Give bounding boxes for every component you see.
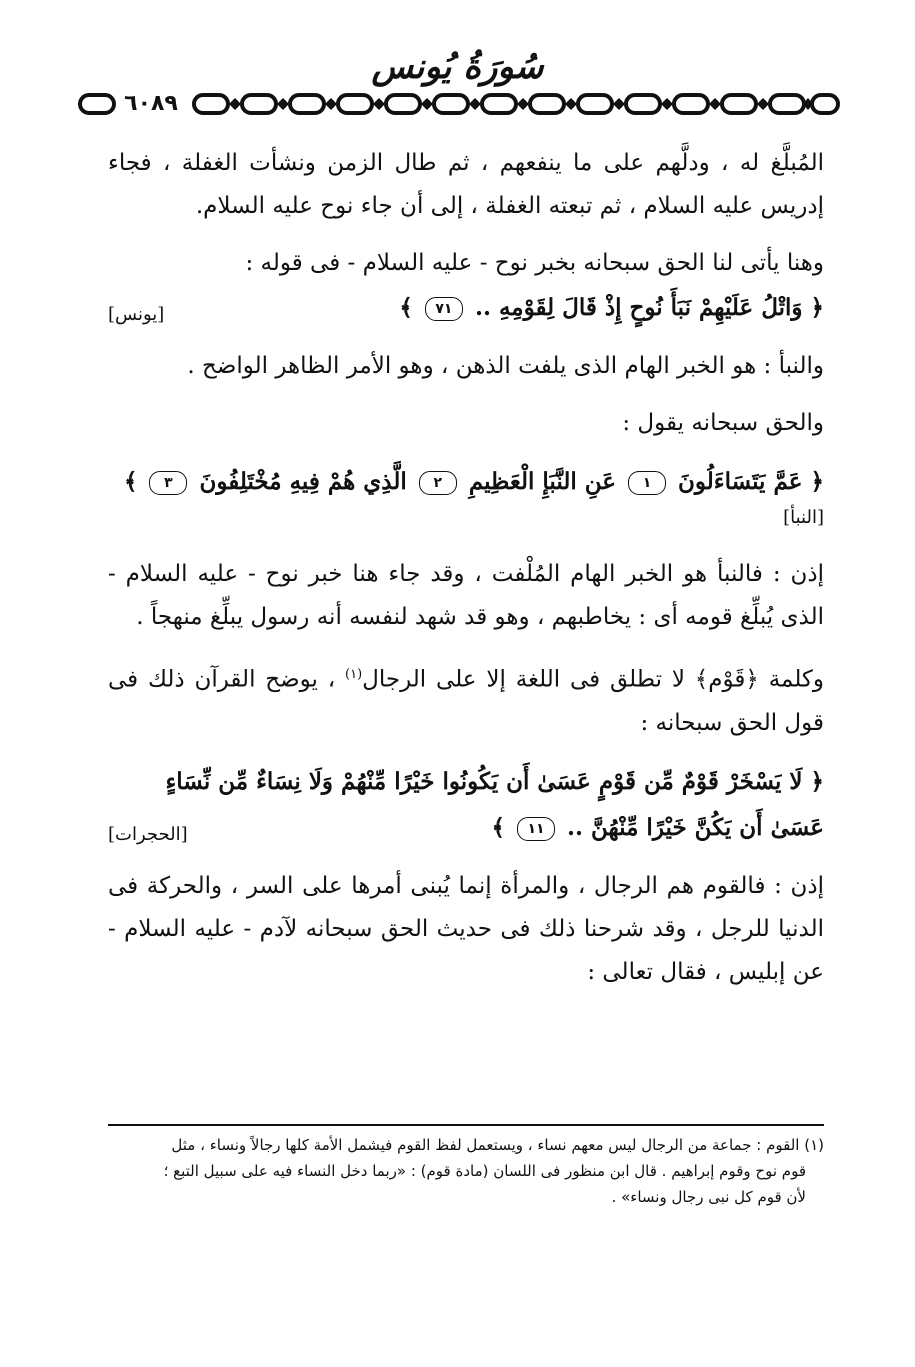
ayah-number-1: ١ xyxy=(628,471,666,495)
verse-text: ﴿ لَا يَسْخَرْ قَوْمٌ مِّن قَوْمٍ عَسَىٰ أَن يَكُونُوا خَيْرًا مِّنْهُمْ وَلَا نِسَاءٌ مِّن نِّسَاءٍ xyxy=(165,767,824,795)
verse-text-2: عَنِ النَّبَإِ الْعَظِيمِ xyxy=(468,468,616,495)
paragraph-7: إذن : فالقوم هم الرجال ، والمرأة إنما يُبنى أمرها على السر ، والحركة فى الدنيا للرجل ، وقد شرحنا ذلك فى حديث الحق سبحانه لآدم - عليه السلام - عن إبليس ، فقال تعالى : xyxy=(108,872,824,985)
main-text xyxy=(108,142,824,994)
verse-reference: [الحجرات] xyxy=(108,823,188,845)
ayah-number: ١١ xyxy=(517,817,555,841)
verse-reference: [يونس] xyxy=(108,304,165,325)
ayah-number-3: ٣ xyxy=(149,471,187,495)
verse-hujurat-11-line-2 xyxy=(108,805,824,851)
verse-close-bracket: ﴾ xyxy=(491,813,505,841)
paragraph-2: وهنا يأتى لنا الحق سبحانه بخبر نوح - عليه السلام - فى قوله : xyxy=(245,250,824,276)
paragraph-1: المُبلَّغ له ، ودلَّهم على ما ينفعهم ، ثم طال الزمن ونشأت الغفلة ، فجاء إدريس عليه السلام ، ثم تبعته الغفلة ، إلى أن جاء نوح عليه السلام. xyxy=(108,150,824,219)
footnote-1-line-2: قوم نوح وقوم إبراهيم . قال ابن منظور فى اللسان (مادة قوم) : «ربما دخل النساء فيه على سبيل التبع ؛ xyxy=(163,1162,806,1180)
paragraph-4: والحق سبحانه يقول : xyxy=(622,410,824,436)
header-ornament xyxy=(76,88,846,120)
verse-text: ﴿ وَاتْلُ عَلَيْهِمْ نَبَأَ نُوحٍ إِذْ قَالَ لِقَوْمِهِ .. xyxy=(474,294,824,321)
ayah-number: ٧١ xyxy=(425,297,463,321)
verse-close-bracket: ﴾ xyxy=(123,468,138,495)
footnote-1-line-1: (١) القوم : جماعة من الرجال ليس معهم نساء ، ويستعمل لفظ القوم فيشمل الأمة كلها رجالاً ونساء ، مثل xyxy=(171,1136,824,1154)
footnote-divider xyxy=(108,1124,824,1126)
surah-title: سُورَةُ يُونس xyxy=(371,47,544,87)
footnotes xyxy=(108,1132,824,1210)
verse-reference: [النبأ] xyxy=(783,507,824,528)
paragraph-6 xyxy=(108,653,824,745)
verse-naba-1-3 xyxy=(108,459,824,505)
verse-text: عَسَىٰ أَن يَكُنَّ خَيْرًا مِّنْهُنَّ .. xyxy=(567,813,824,841)
verse-close-bracket: ﴾ xyxy=(399,294,413,321)
page-number: ٦٠٨٩ xyxy=(118,90,184,118)
ayah-number-2: ٢ xyxy=(419,471,457,495)
paragraph-3: والنبأ : هو الخبر الهام الذى يلفت الذهن ، وهو الأمر الظاهر الواضح . xyxy=(187,353,824,379)
paragraph-6-end: ، يوضح القرآن ذلك فى قول الحق سبحانه : xyxy=(108,666,824,736)
paragraph-5: إذن : فالنبأ هو الخبر الهام المُلْفت ، وقد جاء هنا خبر نوح - عليه السلام - الذى يُبلِّغ قومه أى : يخاطبهم ، وهو قد شهد لنفسه أنه رسول يبلِّغ منهجاً . xyxy=(108,561,824,630)
verse-text-1: ﴿ عَمَّ يَتَسَاءَلُونَ xyxy=(678,468,824,495)
verse-yunus-71 xyxy=(108,285,824,331)
verse-text-3: الَّذِي هُمْ فِيهِ مُخْتَلِفُونَ xyxy=(199,468,407,495)
footnote-1-line-3: لأن قوم كل نبى رجال ونساء» . xyxy=(611,1188,806,1206)
paragraph-6-start: وكلمة ﴿قَوْم﴾ لا تطلق فى اللغة إلا على الرجال xyxy=(362,666,824,693)
footnote-marker: (١) xyxy=(345,667,363,682)
verse-hujurat-11-line-1 xyxy=(108,759,824,805)
